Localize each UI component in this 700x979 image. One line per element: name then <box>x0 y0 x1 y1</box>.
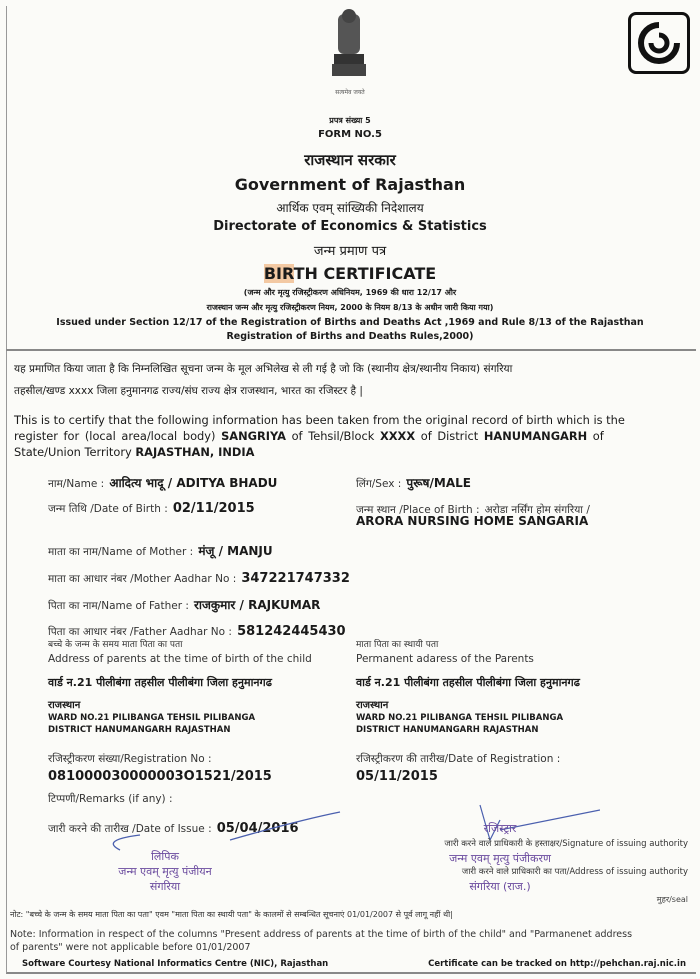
certify-en-1: This is to certify that the following information has been taken from the original record of birth which is the <box>14 413 625 427</box>
addr-birth-en-1: WARD NO.21 PILIBANGA TEHSIL PILIBANGA <box>48 713 256 723</box>
father-field: पिता का नाम/Name of Father : राजकुमार / RAJKUMAR <box>48 598 321 612</box>
clerk-stamp <box>100 849 230 894</box>
registrar-stamp-line-2: जन्म एवम् मृत्यु पंजीकरण <box>449 852 551 865</box>
father-aadhar-field: पिता का आधार नंबर /Father Aadhar No : 581242445430 <box>48 624 346 639</box>
clerk-stamp-line-3: संगरिया <box>149 880 181 893</box>
mother-field: माता का नाम/Name of Mother : मंजू / MANJU <box>48 544 273 558</box>
addr-birth-hi-2: राजस्थान <box>48 700 81 711</box>
divider <box>6 349 696 351</box>
reg-date-label: रजिस्ट्रीकरण की तारीख/Date of Registration : <box>356 753 561 765</box>
addr-perm-en-2: DISTRICT HANUMANGARH RAJASTHAN <box>356 725 539 735</box>
footer-tracking-link[interactable]: Certificate can be tracked on http://pehchan.raj.nic.in <box>428 959 686 969</box>
form-no-hi: प्रपत्र संख्या 5 <box>329 116 371 125</box>
addr-birth-en-2: DISTRICT HANUMANGARH RAJASTHAN <box>48 725 231 735</box>
addr-perm-label-hi: माता पिता का स्थायी पता <box>356 640 439 650</box>
reg-date-value: 05/11/2015 <box>356 769 438 784</box>
addr-perm-hi-2: राजस्थान <box>356 700 389 711</box>
registrar-stamp-line-3: संगरिया (राज.) <box>469 880 531 893</box>
title-hi: जन्म प्रमाण पत्र <box>313 244 387 259</box>
signature-label: जारी करने वाले प्राधिकारी के हस्ताक्षर/Signature of issuing authority <box>444 839 688 849</box>
certificate-title <box>0 264 700 283</box>
act-en-2: Registration of Births and Deaths Rules,2000) <box>226 331 474 342</box>
dir-hi: आर्थिक एवम् सांख्यिकी निदेशालय <box>276 201 424 215</box>
title-rest: TH CERTIFICATE <box>293 264 437 283</box>
note-en-2: of parents" were not applicable before 01/01/2007 <box>10 942 251 953</box>
addr-perm-hi-1: वार्ड न.21 पीलीबंगा तहसील पीलीबंगा जिला हनुमानगढ <box>356 676 580 689</box>
certify-en-2: register for (local area/local body) SANGRIYA of Tehsil/Block XXXX of District HANUMANGARH of <box>14 429 604 443</box>
act-hi-1: (जन्म और मृत्यु रजिस्ट्रीकरण अधिनियम, 1969 की धारा 12/17 और <box>243 288 457 297</box>
dir-title: Directorate of Economics & Statistics <box>213 219 487 234</box>
act-en-1: Issued under Section 12/17 of the Registration of Births and Deaths Act ,1969 and Rule 8/13 of the Rajasthan <box>56 317 644 328</box>
gov-title: Government of Rajasthan <box>234 175 466 194</box>
note-hi: नोट: "बच्चे के जन्म के समय माता पिता का पता" एवम "माता पिता का स्थायी पता" के कालमों से सम्बन्धित सूचनाएं 01/01/2007 से पूर्व लागू नहीं थी| <box>10 910 453 919</box>
form-no: FORM NO.5 <box>318 129 382 140</box>
pehchan-logo-icon <box>628 12 690 74</box>
note-en-1: Note: Information in respect of the columns "Present address of parents at the time of birth of the child" and "Parmanenet address <box>10 929 633 940</box>
name-field: नाम/Name : आदित्य भादू / ADITYA BHADU <box>48 476 278 490</box>
emblem-motto: सत्यमेव जयते <box>335 89 365 96</box>
clerk-stamp-line-1: लिपिक <box>151 850 179 863</box>
national-emblem-icon <box>326 6 372 86</box>
dob-field: जन्म तिथि /Date of Birth : 02/11/2015 <box>48 501 255 516</box>
registrar-stamp <box>430 822 570 894</box>
gov-hi: राजस्थान सरकार <box>304 151 396 169</box>
reg-no-label: रजिस्ट्रीकरण संख्या/Registration No : <box>48 753 212 765</box>
clerk-stamp-line-2: जन्म एवम् मृत्यु पंजीयन <box>118 865 212 878</box>
pob-field: जन्म स्थान /Place of Birth : अरोडा नर्सिंग होम संगरिया / <box>356 504 590 516</box>
act-hi-2: राजस्थान जन्म और मृत्यु रजिस्ट्रीकरण नियम, 2000 के नियम 8/13 के अधीन जारी किया गया) <box>206 303 494 312</box>
addr-birth-label-hi: बच्चे के जन्म के समय माता पिता का पता <box>48 640 183 650</box>
certify-hi-2: तहसील/खण्ड xxxx जिला हनुमानगढ राज्य/संघ राज्य क्षेत्र राजस्थान, भारत का रजिस्टर है | <box>14 385 363 397</box>
addr-perm-label: Permanent adaress of the Parents <box>356 653 534 665</box>
title-highlight: BIR <box>263 264 294 283</box>
remarks-label: टिप्पणी/Remarks (if any) : <box>48 793 173 805</box>
addr-perm-en-1: WARD NO.21 PILIBANGA TEHSIL PILIBANGA <box>356 713 564 723</box>
reg-no-value: 081000030000003O1521/2015 <box>48 769 272 784</box>
addr-birth-hi-1: वार्ड न.21 पीलीबंगा तहसील पीलीबंगा जिला हनुमानगढ <box>48 676 272 689</box>
issue-date-field: जारी करने की तारीख /Date of Issue : 05/04/2016 <box>48 821 299 836</box>
footer-nic: Software Courtesy National Informatics Centre (NIC), Rajasthan <box>22 959 329 969</box>
certify-hi-1: यह प्रमाणित किया जाता है कि निम्नलिखित सूचना जन्म के मूल अभिलेख से ली गई है जो कि (स्थानीय क्षेत्र/स्थानीय निकाय) संगरिया <box>14 363 513 375</box>
pob-value: ARORA NURSING HOME SANGARIA <box>356 514 589 528</box>
authority-address-label: जारी करने वाले प्राधिकारी का पता/Address of issuing authority <box>461 867 688 877</box>
registrar-stamp-line-1: रजिस्ट्रार <box>483 822 517 835</box>
certify-en-3: State/Union Territory RAJASTHAN, INDIA <box>14 445 255 459</box>
addr-birth-label: Address of parents at the time of birth of the child <box>48 653 312 665</box>
seal-label: मुहर/seal <box>656 895 688 904</box>
mother-aadhar-field: माता का आधार नंबर /Mother Aadhar No : 347221747332 <box>48 571 350 586</box>
sex-field: लिंग/Sex : पुरूष/MALE <box>356 476 471 490</box>
